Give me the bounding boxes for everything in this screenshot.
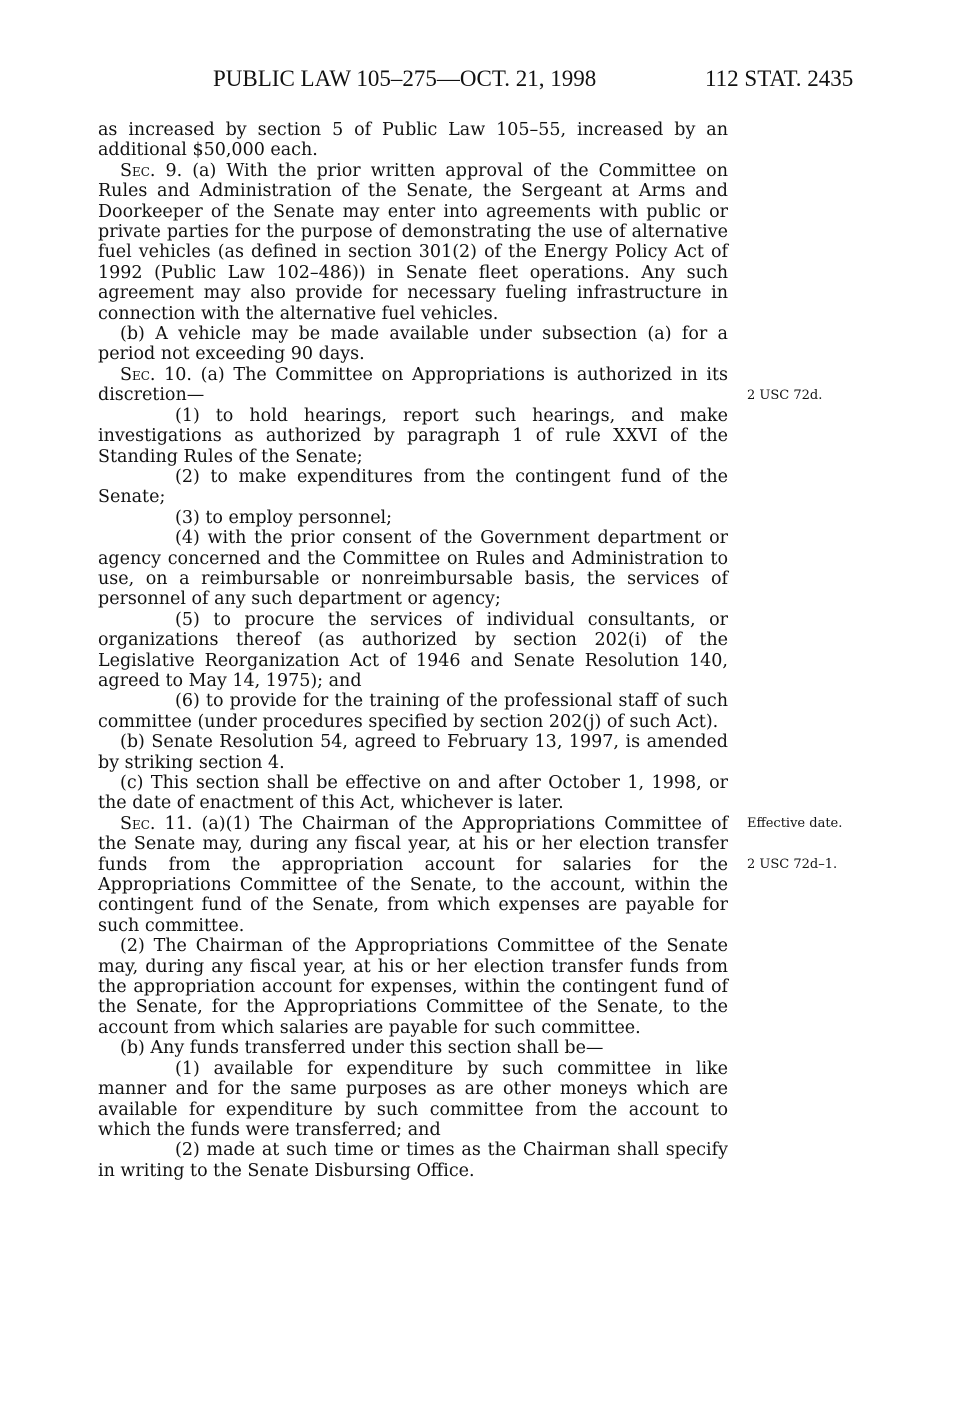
margin-note-usc-72d: 2 USC 72d. (747, 388, 823, 403)
paragraph (98, 406, 728, 467)
paragraph (98, 467, 728, 508)
section-label: Sec. 9. (120, 160, 183, 181)
paragraph (98, 691, 728, 732)
paragraph-text: (1) to hold hearings, report such hearings, and make investigations as authorized by paragraph 1 of rule XXVI of the Standing Rules of the Senate; (98, 405, 728, 467)
paragraph (98, 732, 728, 773)
margin-note-usc-72d-1: 2 USC 72d–1. (747, 857, 838, 872)
paragraph-text: (2) to make expenditures from the contingent fund of the Senate; (98, 466, 728, 508)
paragraph-text: (4) with the prior consent of the Government department or agency concerned and the Committee on Rules and Administration to use, on a reimbursable or nonreimbursable basis, the services of personnel of any such department or agency; (98, 528, 728, 610)
paragraph (98, 936, 728, 1038)
paragraph-text: as increased by section 5 of Public Law 105–55, increased by an additional $50,000 each. (98, 120, 728, 161)
paragraph (98, 120, 728, 161)
paragraph (98, 773, 728, 814)
paragraph (98, 324, 728, 365)
paragraph (98, 1059, 728, 1141)
paragraph-text: (1) available for expenditure by such committee in like manner and for the same purposes as are other moneys which are available for expenditure by such committee from the account to which the funds were transferred; and (98, 1058, 728, 1140)
paragraph-text: (5) to procure the services of individual consultants, or organizations thereof (as authorized by section 202(i) of the Legislative Reorganization Act of 1946 and Senate Resolution 140, agreed to May 14, 1975); and (98, 609, 728, 691)
paragraph (98, 814, 728, 936)
margin-note-effective-date: Effective date. (747, 816, 843, 831)
section-label: Sec. 10. (120, 364, 192, 385)
paragraph (98, 1140, 728, 1181)
paragraph (98, 161, 728, 324)
paragraph (98, 1038, 728, 1058)
paragraph-text: (a) The Committee on Appropriations is authorized in its discretion— (98, 364, 729, 406)
paragraph-text: (a) With the prior written approval of the Committee on Rules and Administration of the Senate, the Sergeant at Arms and Doorkeeper of the Senate may enter into agreements with public or private parties for the purpose of demonstrating the use of alternative fuel vehicles (as defined in section 301(2) of the Energy Policy Act of 1992 (Public Law 102–486)) in Senate fleet operations. Any such agreement may also provide for necessary fueling infrastructure in connection with the alternative fuel vehicles. (98, 160, 728, 324)
paragraph (98, 365, 728, 406)
header-title: PUBLIC LAW 105–275—OCT. 21, 1998 (213, 66, 597, 91)
paragraph-text: (b) Any funds transferred under this section shall be— (120, 1038, 604, 1059)
paragraph (98, 610, 728, 692)
header-stat-citation: 112 STAT. 2435 (705, 66, 854, 91)
paragraph-text: (b) Senate Resolution 54, agreed to February 13, 1997, is amended by striking section 4. (98, 732, 728, 773)
paragraph (98, 528, 728, 610)
section-label: Sec. 11. (120, 813, 193, 834)
paragraph-text: (2) made at such time or times as the Chairman shall specify in writing to the Senate Disbursing Office. (98, 1140, 728, 1181)
document-body (98, 120, 728, 1181)
paragraph-text: (a)(1) The Chairman of the Appropriations Committee of the Senate may, during any fiscal year, at his or her election transfer funds from the appropriation account for salaries for the Appropriations Committee of the Senate, to the account, within the contingent fund of the Senate, from which expenses are payable for such committee. (98, 813, 728, 936)
paragraph-text: (2) The Chairman of the Appropriations Committee of the Senate may, during any fiscal year, at his or her election transfer funds from the appropriation account for expenses, within the contingent fund of the Senate, for the Appropriations Committee of the Senate, to the account from which salaries are payable for such committee. (98, 936, 728, 1038)
paragraph-text: (3) to employ personnel; (175, 507, 393, 528)
paragraph-text: (6) to provide for the training of the professional staff of such committee (under procedures specified by section 202(j) of such Act). (98, 691, 728, 732)
paragraph-text: (c) This section shall be effective on and after October 1, 1998, or the date of enactment of this Act, whichever is later. (98, 773, 728, 814)
page-header (0, 66, 957, 96)
paragraph-text: (b) A vehicle may be made available under subsection (a) for a period not exceeding 90 days. (98, 324, 728, 365)
paragraph (98, 508, 728, 528)
